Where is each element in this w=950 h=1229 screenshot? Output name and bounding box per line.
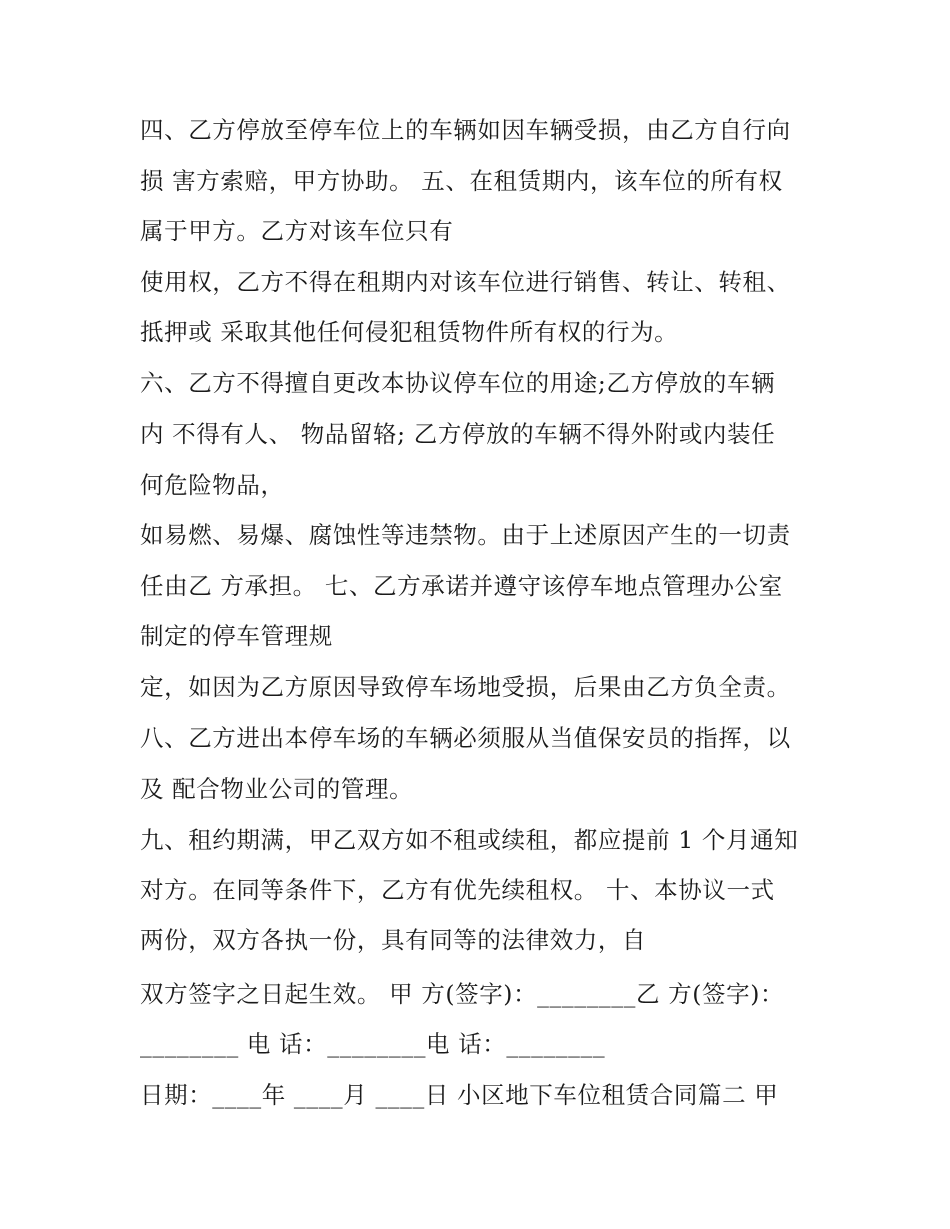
text-line: 及 配合物业公司的管理。 xyxy=(140,775,414,803)
text-line: 两份，双方各执一份，具有同等的法律效力，自 xyxy=(140,926,647,954)
text-line: 制定的停车管理规 xyxy=(140,622,333,650)
text-line: 九、租约期满，甲乙双方如不租或续租，都应提前 1 个月通知 xyxy=(140,826,799,854)
text-line: 属于甲方。乙方对该车位只有 xyxy=(140,217,454,245)
text-line: 任由乙 方承担。 七、乙方承诺并遵守该停车地点管理办公室 xyxy=(140,572,783,600)
text-line: 抵押或 采取其他任何侵犯租赁物件所有权的行为。 xyxy=(140,318,679,346)
date-line: 日期：____年 ____月 ____日 小区地下车位租赁合同篇二 甲 xyxy=(140,1081,779,1109)
signature-line: 双方签字之日起生效。 甲 方(签字)：________乙 方(签字)： xyxy=(140,980,785,1008)
text-line: 内 不得有人、 物品留辂; 乙方停放的车辆不得外附或内装任 xyxy=(140,420,776,448)
phone-line: ________ 电 话：________电 话：________ xyxy=(140,1030,606,1058)
text-line: 六、乙方不得擅自更改本协议停车位的用途;乙方停放的车辆 xyxy=(140,369,776,397)
text-line: 四、乙方停放至停车位上的车辆如因车辆受损，由乙方自行向 xyxy=(140,116,791,144)
text-line: 对方。在同等条件下，乙方有优先续租权。 十、本协议一式 xyxy=(140,876,775,904)
text-line: 八、乙方进出本停车场的车辆必须服从当值保安员的指挥，以 xyxy=(140,724,791,752)
text-line: 使用权，乙方不得在租期内对该车位进行销售、转让、转租、 xyxy=(140,268,791,296)
text-line: 何危险物品， xyxy=(140,471,285,499)
text-line: 损 害方索赔，甲方协助。 五、在租赁期内，该车位的所有权 xyxy=(140,167,783,195)
text-line: 如易燃、易爆、腐蚀性等违禁物。由于上述原因产生的一切责 xyxy=(140,521,791,549)
text-line: 定，如因为乙方原因导致停车场地受损，后果由乙方负全责。 xyxy=(140,673,791,701)
